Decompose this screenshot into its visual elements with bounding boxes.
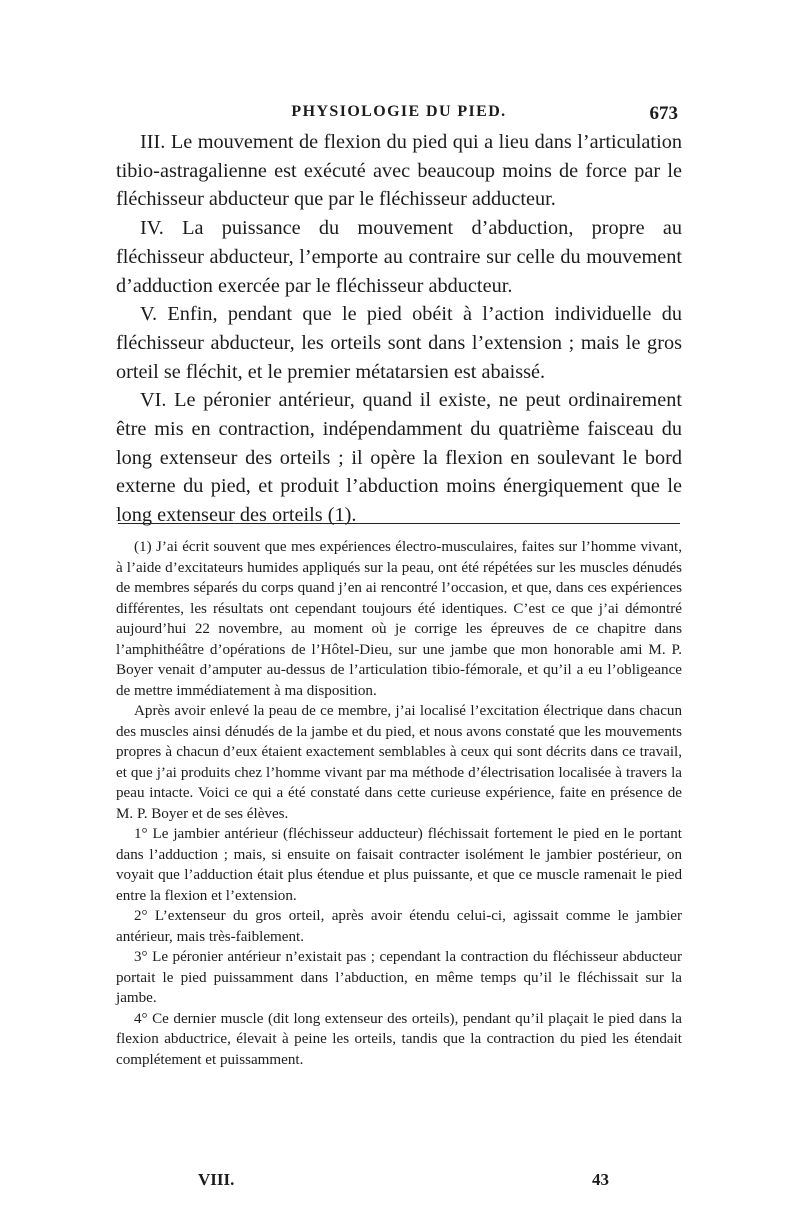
footnote-paragraph: 3° Le péronier antérieur n’existait pas ; cependant la contraction du fléchisseur abducteur portait le pied puissamment dans l’abduction, en même temps qu’il le fléchissait sur la jambe. [116,949,682,1006]
page-footer [118,1170,680,1194]
paragraph-iii: III. Le mouvement de flexion du pied qui a lieu dans l’articulation tibio-astragalienne est exécuté avec beaucoup moins de force par le fléchisseur abducteur que par le fléchisseur adducteur. [116,131,682,211]
footnote-paragraph: 2° L’extenseur du gros orteil, après avoir étendu celui-ci, agissait comme le jambier antérieur, mais très-faiblement. [116,908,682,945]
footnote-rule [118,523,680,524]
sheet-number: 43 [592,1170,609,1189]
footnote-paragraph: 1° Le jambier antérieur (fléchisseur adducteur) fléchissait fortement le pied en le portant dans l’adduction ; mais, si ensuite on faisait contracter isolément le jambier postérieur, on voyait que l’adduction était plus étendue et plus puissante, et que ce muscle ramenait le pied entre la flexion et l’extension. [116,826,682,904]
page-number: 673 [649,103,678,124]
signature-mark: VIII. [198,1170,235,1189]
main-text [116,128,682,530]
footnote-paragraph: (1) J’ai écrit souvent que mes expériences électro-musculaires, faites sur l’homme vivant, à l’aide d’excitateurs humides appliqués sur la peau, ont été répétées sur les muscles dénudés de membres séparés du corps quand j’en ai rencontré l’occasion, et que, dans ces expériences différentes, les résultats ont cependant toujours été identiques. C’est ce que j’ai démontré aujourd’hui 22 novembre, au moment où je corrige les épreuves de ce chapitre dans l’amphithéâtre d’opérations de l’Hôtel-Dieu, sur une jambe que mon honorable ami M. P. Boyer venait d’amputer au-dessus de l’articulation tibio-fémorale, et qu’il a eu l’obligeance de mettre immédiatement à ma disposition. [116,539,682,699]
footnotes [116,537,682,1070]
running-title: PHYSIOLOGIE DU PIED. [291,103,507,120]
paragraph-v: V. Enfin, pendant que le pied obéit à l’action individuelle du fléchisseur abducteur, les orteils sont dans l’extension ; mais le gros orteil se fléchit, et le premier métatarsien est abaissé. [116,303,682,383]
footnote-paragraph: Après avoir enlevé la peau de ce membre, j’ai localisé l’excitation électrique dans chacun des muscles ainsi dénudés de la jambe et du pied, et nous avons constaté que les mouvements propres à chacun d’eux étaient exactement semblables à ceux qui sont décrits dans ce travail, et que j’ai produits chez l’homme vivant par ma méthode d’électrisation localisée à travers la peau intacte. Voici ce qui a été constaté dans cette curieuse expérience, faite en présence de M. P. Boyer et de ses élèves. [116,703,682,822]
paragraph-vi: VI. Le péronier antérieur, quand il existe, ne peut ordinairement être mis en contraction, indépendamment du quatrième faisceau du long extenseur des orteils ; il opère la flexion en soulevant le bord externe du pied, et produit l’abduction moins énergiquement que le long extenseur des orteils (1). [116,389,682,527]
paragraph-iv: IV. La puissance du mouvement d’abduction, propre au fléchisseur abducteur, l’emporte au contraire sur celle du mouvement d’adduction exercée par le fléchisseur abducteur. [116,217,682,297]
footnote-paragraph: 4° Ce dernier muscle (dit long extenseur des orteils), pendant qu’il plaçait le pied dans la flexion abductrice, élevait à peine les orteils, tandis que la contraction du pied les étendait complétement et puissamment. [116,1010,682,1068]
running-head [118,103,680,127]
